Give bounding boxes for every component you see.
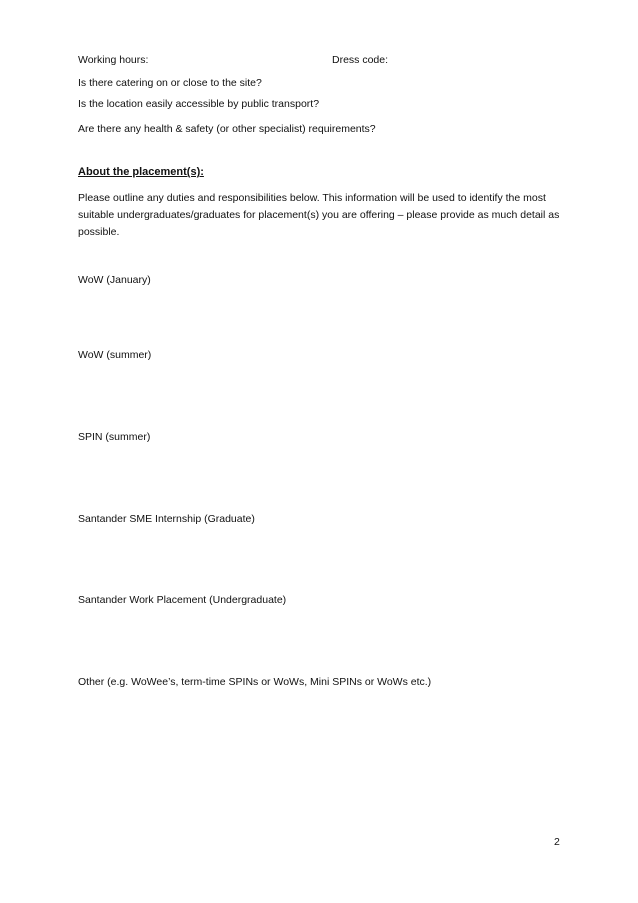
page-number: 2 [554,836,560,848]
placement-other: Other (e.g. WoWee’s, term-time SPINs or WoWs, Mini SPINs or WoWs etc.) [78,676,432,688]
placement-santander-work: Santander Work Placement (Undergraduate) [78,594,287,606]
dress-code-label: Dress code: [332,54,389,66]
working-hours-label: Working hours: [78,54,149,66]
placement-santander-sme: Santander SME Internship (Graduate) [78,513,255,525]
placement-spin-summer: SPIN (summer) [78,431,151,443]
placement-intro: Please outline any duties and responsibilities below. This information will be used to identify the most suitable undergraduates/graduates for placement(s) you are offering – please provide as much detail as possible. [78,192,560,238]
placement-wow-summer: WoW (summer) [78,349,152,361]
working-hours-row [78,52,578,69]
health-safety-question: Are there any health & safety (or other specialist) requirements? [78,123,376,135]
placement-wow-january: WoW (January) [78,274,151,286]
catering-question: Is there catering on or close to the site? [78,77,262,89]
transport-question: Is the location easily accessible by public transport? [78,98,320,110]
placement-heading: About the placement(s): [78,166,204,178]
